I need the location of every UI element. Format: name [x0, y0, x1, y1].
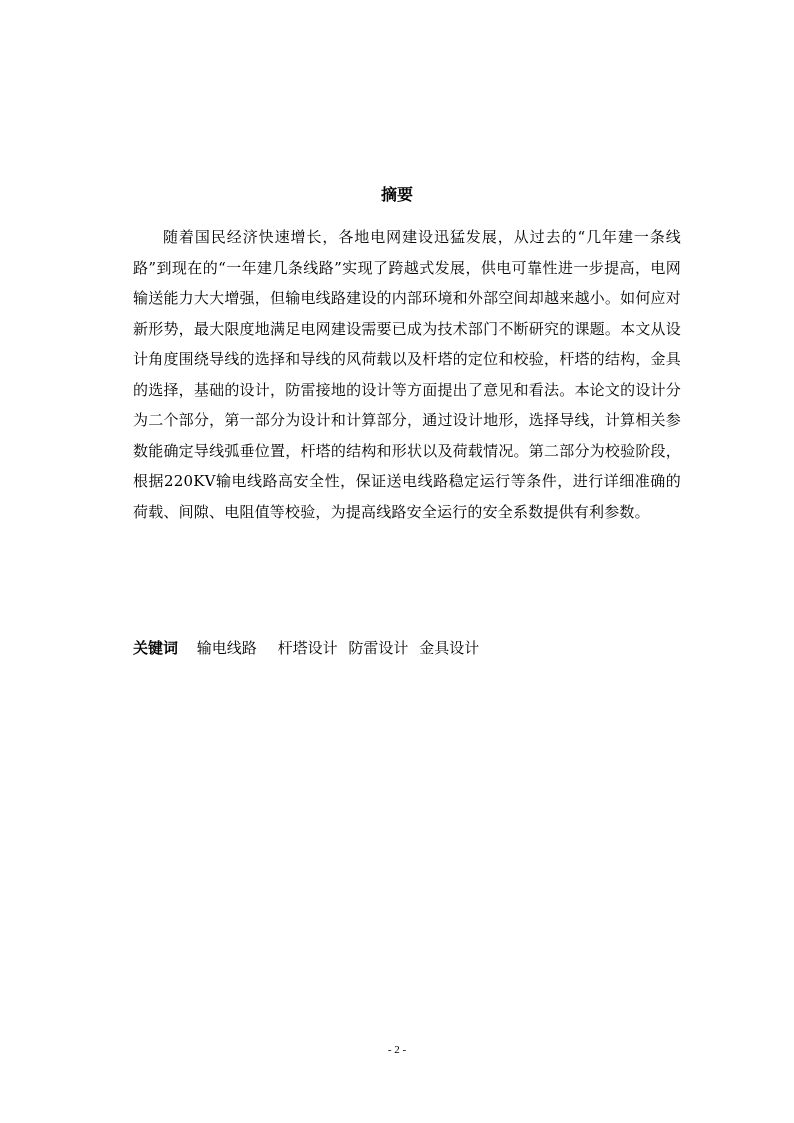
- keyword-item: 输电线路: [196, 639, 257, 657]
- keywords-line: [133, 636, 693, 660]
- keywords-label: 关键词: [133, 639, 179, 657]
- keyword-item: 防雷设计: [348, 639, 409, 657]
- page-number: - 2 -: [387, 1044, 407, 1056]
- keyword-item: 杆塔设计: [277, 639, 338, 657]
- abstract-title: 摘要: [380, 185, 413, 204]
- abstract-body: 随着国民经济快速增长，各地电网建设迅猛发展，从过去的“几年建一条线路”到现在的“一年建几条线路”实现了跨越式发展，供电可靠性进一步提高，电网输送能力大大增强，但输电线路建设的内部环境和外部空间却越来越小。如何应对新形势，最大限度地满足电网建设需要已成为技术部门不断研究的课题。本文从设计角度围绕导线的选择和导线的风荷载以及杆塔的定位和校验，杆塔的结构，金具的选择，基础的设计，防雷接地的设计等方面提出了意见和看法。本论文的设计分为二个部分，第一部分为设计和计算部分，通过设计地形，选择导线，计算相关参数能确定导线弧垂位置，杆塔的结构和形状以及荷载情况。第二部分为校验阶段，根据220KV输电线路高安全性，保证送电线路稳定运行等条件，进行详细准确的荷载、间隙、电阻值等校验，为提高线路安全运行的安全系数提供有利参数。: [133, 228, 681, 521]
- keyword-item: 金具设计: [419, 639, 480, 657]
